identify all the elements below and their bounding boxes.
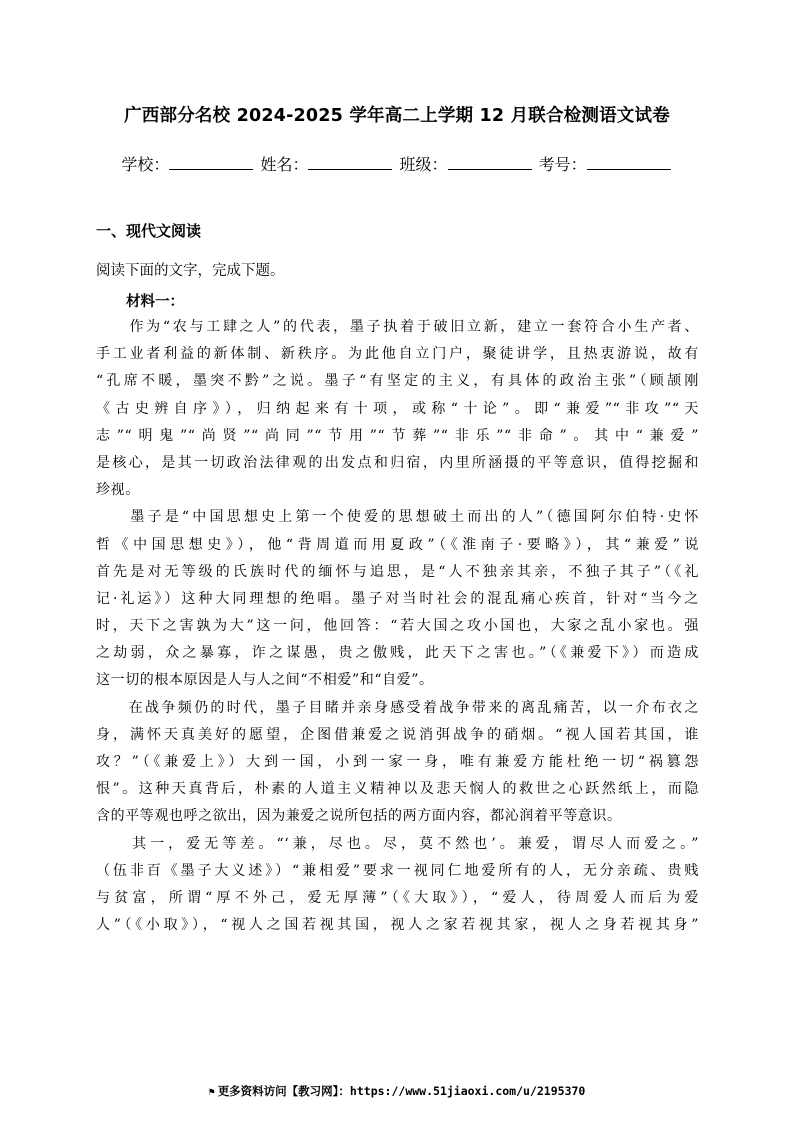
text-line: 记·礼运》）这种大同理想的绝唱。墨子对当时社会的混乱痛心疾首，针对“当今之 (96, 590, 699, 607)
text-line: 恨”。这种天真背后，朴素的人道主义精神以及悲天悯人的救世之心跃然纸上，而隐 (96, 781, 699, 798)
text-line: 手工业者利益的新体制、新秩序。为此他自立门户，聚徒讲学，且热衷游说，故有 (96, 346, 699, 363)
text-line: 首先是对无等级的氏族时代的缅怀与追思，是“人不独亲其亲，不独子其子”（《礼 (96, 563, 699, 580)
field-class-blank[interactable] (448, 155, 532, 170)
text-line: （伍非百《墨子大义述》）“兼相爱”要求一视同仁地爱所有的人，无分亲疏、贵贱 (96, 862, 699, 879)
text-line: 是核心，是其一切政治法律观的出发点和归宿，内里所涵摄的平等意识，值得挖掘和 (96, 454, 699, 471)
document-title: 广西部分名校 2024-2025 学年高二上学期 12 月联合检测语文试卷 (124, 106, 670, 126)
field-exam-number (539, 152, 673, 175)
material-title: 材料一： (126, 293, 184, 310)
text-line: 珍视。 (96, 482, 140, 499)
text-line: 在战争频仍的时代，墨子目睹并亲身感受着战争带来的离乱痛苦，以一介布衣之 (96, 699, 699, 716)
field-exam-number-label: 考号： (538, 155, 587, 174)
footer-text: 更多资料访问【教习网】：https://www.51jiaoxi.com/u/2195370 (217, 1084, 586, 1098)
material-body (96, 314, 699, 939)
field-school (121, 152, 255, 175)
text-line: 之劫弱，众之暴寡，诈之谋愚，贵之傲贱，此天下之害也。”（《兼爱下》）而造成 (96, 645, 699, 662)
text-line: 身，满怀天真美好的愿望，企图借兼爱之说消弭战争的硝烟。“视人国若其国，谁 (96, 726, 699, 743)
text-line: 与贫富，所谓“厚不外己，爱无厚薄”（《大取》），“爱人，待周爱人而后为爱 (96, 889, 699, 906)
text-line: 志”“明鬼”“尚贤”“尚同”“节用”“节葬”“非乐”“非命”。其中“兼爱” (96, 427, 699, 444)
text-line: 哲《中国思想史》），他“背周道而用夏政”（《淮南子·要略》），其“兼爱”说 (96, 536, 699, 553)
text-line: 《古史辨自序》），归纳起来有十项，或称“十论”。即“兼爱”“非攻”“天 (96, 400, 699, 417)
text-line: 作为“农与工肆之人”的代表，墨子执着于破旧立新，建立一套符合小生产者、 (96, 319, 699, 335)
reading-instruction: 阅读下面的文字，完成下题。 (96, 263, 285, 279)
field-class (400, 152, 534, 175)
field-name-blank[interactable] (308, 155, 392, 170)
text-line: “孔席不暖，墨突不黔”之说。墨子“有坚定的主义，有具体的政治主张”（顾颉刚 (96, 373, 699, 390)
field-exam-number-blank[interactable] (587, 155, 671, 170)
field-class-label: 班级： (399, 155, 448, 174)
text-line: 人”（《小取》），“视人之国若视其国，视人之家若视其家，视人之身若视其身” (96, 917, 699, 934)
text-line: 攻？”（《兼爱上》）大到一国，小到一家一身，唯有兼爱方能杜绝一切“祸篡怨 (96, 754, 699, 770)
text-line: 其一，爱无等差。“‘兼，尽也。尽，莫不然也’。兼爱，谓尽人而爱之。” (96, 835, 699, 852)
field-name (260, 152, 394, 175)
flag-icon: ⚑ (208, 1087, 215, 1098)
footer-link[interactable] (0, 1083, 794, 1099)
section-heading: 一、现代文阅读 (96, 222, 202, 240)
field-school-label: 学校： (121, 155, 170, 174)
field-name-label: 姓名： (260, 155, 309, 174)
text-line: 墨子是“中国思想史上第一个使爱的思想破土而出的人”（德国阿尔伯特·史怀 (96, 509, 699, 526)
text-line: 时，天下之害孰为大”这一问，他回答：“若大国之攻小国也，大家之乱小家也。强 (96, 618, 699, 635)
student-info-fields (0, 152, 794, 175)
text-line: 这一切的根本原因是人与人之间“不相爱”和“自爱”。 (96, 672, 434, 689)
text-line: 含的平等观也呼之欲出，因为兼爱之说所包括的两方面内容，都沁润着平等意识。 (96, 808, 622, 825)
field-school-blank[interactable] (169, 155, 253, 170)
